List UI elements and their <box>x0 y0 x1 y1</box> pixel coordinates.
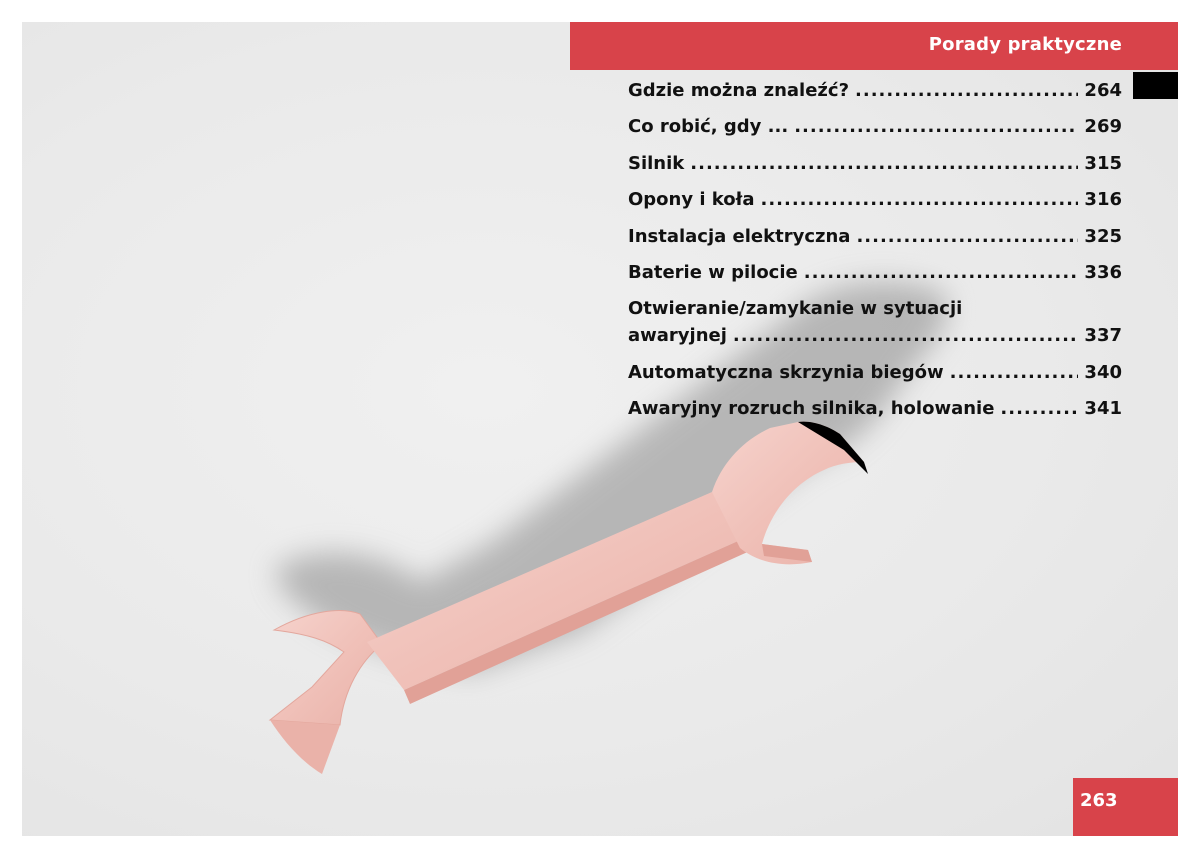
dot-leader <box>733 322 1079 349</box>
toc-entry-title: Automatyczna skrzynia biegów <box>628 361 944 383</box>
dot-leader <box>690 150 1078 177</box>
toc-entry[interactable] <box>628 295 1122 349</box>
dot-leader <box>760 186 1078 213</box>
dot-leader <box>856 223 1078 250</box>
toc-entry[interactable] <box>628 223 1122 250</box>
section-title: Porady praktyczne <box>928 34 1122 55</box>
toc-entry-title: Gdzie można znaleźć? <box>628 80 850 101</box>
toc-entry[interactable] <box>628 359 1122 386</box>
dot-leader <box>804 259 1079 286</box>
toc-entry[interactable] <box>628 150 1122 177</box>
toc-entry-page: 341 <box>1084 398 1122 420</box>
toc-entry-page: 316 <box>1084 189 1122 211</box>
page-number: 263 <box>1080 790 1118 811</box>
toc-entry[interactable] <box>628 77 1122 104</box>
toc-entry-page: 325 <box>1084 225 1122 247</box>
toc-entry-title: awaryjnej <box>628 325 727 347</box>
dot-leader <box>1000 395 1078 422</box>
page-number-box <box>1073 778 1178 836</box>
section-header-bar <box>570 22 1178 70</box>
toc-entry-title: Instalacja elektryczna <box>628 225 851 247</box>
toc-entry-title: Baterie w pilocie <box>628 261 798 283</box>
toc-entry-title: Awaryjny rozruch silnika, holowanie <box>628 398 995 420</box>
toc-entry[interactable] <box>628 113 1122 140</box>
toc-entry[interactable] <box>628 186 1122 213</box>
toc-entry-page: 269 <box>1084 116 1122 138</box>
toc-entry-page: 315 <box>1084 152 1122 174</box>
toc-entry-page: 264 <box>1084 80 1122 101</box>
toc-entry-title: Silnik <box>628 152 685 174</box>
dot-leader <box>950 359 1079 386</box>
table-of-contents <box>628 77 1122 432</box>
toc-entry[interactable] <box>628 395 1122 422</box>
toc-entry-page: 340 <box>1084 361 1122 383</box>
dot-leader <box>794 113 1078 140</box>
toc-entry-page: 336 <box>1084 261 1122 283</box>
toc-entry-title: Opony i koła <box>628 189 755 211</box>
dot-leader <box>855 77 1078 104</box>
manual-page <box>22 22 1178 836</box>
toc-entry[interactable] <box>628 259 1122 286</box>
toc-entry-page: 337 <box>1084 325 1122 347</box>
toc-entry-title-line1: Otwieranie/zamykanie w sytuacji <box>628 298 963 320</box>
toc-entry-title: Co robić, gdy ... <box>628 116 789 138</box>
chapter-tab-marker <box>1133 72 1178 99</box>
